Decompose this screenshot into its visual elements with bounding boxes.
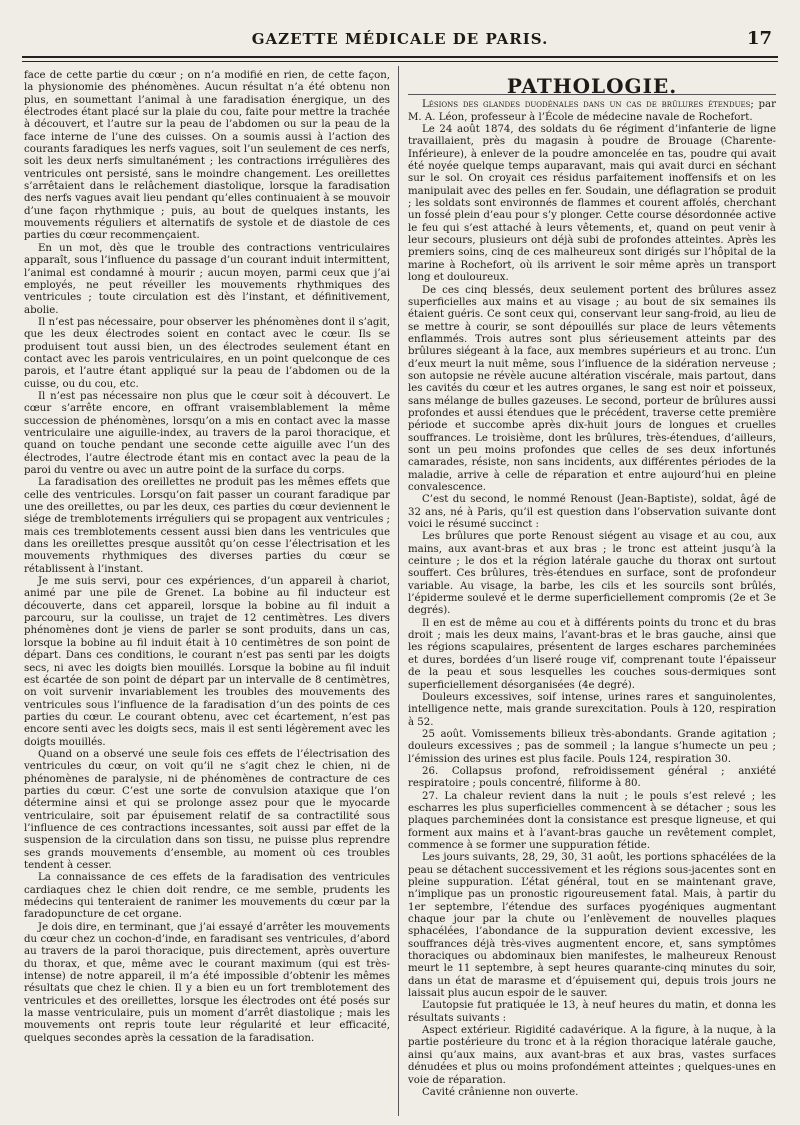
article-title <box>408 99 776 124</box>
right-paragraph: 25 août. Vomissements bilieux très-abondants. Grande agitation ; douleurs excessives ; pas de sommeil ; la langue s’humecte un peu ; l’émission des urines est plus facile. Pouls 124, respiration 30. <box>408 728 776 765</box>
left-paragraph: La connaissance de ces effets de la faradisation des ventricules cardiaques chez le chien doit rendre, ce me semble, prudents les médecins qui tenteraient de ranimer les mouvements du cœur par la faradopuncture de cet organe. <box>24 872 390 921</box>
right-paragraph: Les brûlures que porte Renoust siégent au visage et au cou, aux mains, aux avant-bras et aux bras ; le tronc est atteint jusqu’à la ceinture ; le dos et la région latérale gauche du thorax ont surtout souffert. Ces brûlures, très-étendues en surface, sont de profondeur variable. Au visage, la barbe, les cils et les sourcils sont brûlés, l’épiderme soulevé et le derme superficiellement compromis (2e et 3e degrés). <box>408 531 776 617</box>
page-number: 17 <box>746 28 772 49</box>
right-paragraph: Aspect extérieur. Rigidité cadavérique. A la figure, à la nuque, à la partie postérieure du tronc et à la région thoracique latérale gauche, ainsi qu’aux mains, aux avant-bras et aux bras, vastes surfaces dénudées et plus ou moins profondément atteintes ; quelques-unes en voie de réparation. <box>408 1025 776 1086</box>
right-paragraph: Cavité crânienne non ouverte. <box>422 1086 579 1098</box>
left-paragraph: Je me suis servi, pour ces expériences, d’un appareil à chariot, animé par une pile de Grenet. La bobine au fil inducteur est découverte, dans cet appareil, lorsque la bobine au fil induit a parcouru, sur la coulisse, un trajet de 12 centimètres. Les divers phénomènes dont je viens de parler se sont produits, dans un cas, lorsque la bobine au fil induit était à 10 centimètres de son point de départ. Dans ces conditions, le courant n’est pas senti par les doigts secs, ni avec les doigts bien mouillés. Lorsque la bobine au fil induit est écartée de son point de départ par un intervalle de 8 centimètres, on voit survenir invariablement les troubles des mouvements des ventricules sous l’influence de la faradisation d’un des points de ces parties du cœur. Le courant obtenu, avec cet écartement, n’est pas encore senti avec les doigts secs, mais il est senti légèrement avec les doigts mouillés. <box>24 576 390 748</box>
left-paragraph: Il n’est pas nécessaire non plus que le cœur soit à découvert. Le cœur s’arrête encore, en offrant vraisemblablement la même succession de phénomènes, lorsqu’on a mis en contact avec la masse ventriculaire une aiguille-index, au travers de la paroi thoracique, et quand on touche pendant une seconde cette aiguille avec l’un des électrodes, l’autre électrode étant mis en contact avec la peau de la paroi du ventre ou avec un autre point de la surface du corps. <box>24 390 390 476</box>
right-paragraph: Il en est de même au cou et à différents points du tronc et du bras droit ; mais les deux mains, l’avant-bras et le bras gauche, ainsi que les régions scapulaires, présentent de larges eschares parcheminées et dures, bordées d’un liseré rouge vif, comprenant toute l’épaisseur de la peau et sous lesquelles les couches sous-dermiques sont superficiellement désorganisées (4e degré). <box>408 617 776 691</box>
section-heading: PATHOLOGIE. <box>408 80 776 95</box>
right-column <box>408 70 776 1120</box>
right-paragraph: Les jours suivants, 28, 29, 30, 31 août, les portions sphacélées de la peau se détachent successivement et les régions sous-jacentes sont en pleine suppuration. L’état général, tout en se maintenant grave, n’implique pas un pronostic rigoureusement fatal. Mais, à partir du 1er septembre, l’étendue des surfaces pyogéniques augmentant chaque jour par la chute ou l’enlèvement de nouvelles plaques sphacélées, l’abondance de la suppuration devient excessive, les souffrances déjà très-vives augmentent encore, et, sans symptômes thoraciques ou abdominaux bien manifestes, le malheureux Renoust meurt le 11 septembre, à sept heures quarante-cinq minutes du soir, dans un état de marasme et d’épuisement qui, depuis trois jours ne laissait plus aucun espoir de le sauver. <box>408 852 776 1000</box>
header-rule <box>22 56 778 58</box>
right-paragraph: De ces cinq blessés, deux seulement portent des brûlures assez superficielles aux mains et au visage ; au bout de six semaines ils étaient guéris. Ce sont ceux qui, conservant leur sang-froid, au lieu de se mettre à courir, se sont dépouillés sur place de leurs vêtements enflammés. Trois autres sont plus sérieusement atteints par des brûlures siégeant à la face, aux membres supérieurs et au tronc. L’un d’eux meurt la nuit même, sous l’influence de la sidération nerveuse ; son autopsie ne révèle aucune altération viscérale, mais partout, dans les cavités du cœur et les autres organes, le sang est noir et poisseux, sans mélange de bulles gazeuses. Le second, porteur de brûlures aussi profondes et aussi étendues que le précédent, traverse cette première période et succombe après dix-huit jours de longues et cruelles souffrances. Le troisième, dont les brûlures, très-étendues, d’ailleurs, sont un peu moins profondes que celles de ses deux infortunés camarades, résiste, non sans incidents, aux différentes périodes de la maladie, arrive à celle de réparation et entre aujourd’hui en pleine convalescence. <box>408 284 776 493</box>
right-paragraph: C’est du second, le nommé Renoust (Jean-Baptiste), soldat, âgé de 32 ans, né à Paris, qu’il est question dans l’observation suivante dont voici le résumé succinct : <box>408 494 776 531</box>
left-paragraph: face de cette partie du cœur ; on n’a modifié en rien, de cette façon, la physionomie des phénomènes. Aucun résultat n’a été obtenu non plus, en soumettant l’animal à une faradisation énergique, un des électrodes étant placé sur la plaie du cou, faite pour mettre la trachée à découvert, et l’autre sur la peau de l’abdomen ou sur la peau de la face interne de l’une des cuisses. On a soumis aussi à l’action des courants faradiques les nerfs vagues, soit l’un seulement de ces nerfs, soit les deux nerfs simultanément ; les contractions irrégulières des ventricules ont persisté, sans le moindre changement. Les oreillettes s’arrêtaient dans le relâchement diastolique, lorsque la faradisation des nerfs vagues avait lieu pendant qu’elles continuaient à se mouvoir d’une façon rhythmique ; puis, au bout de quelques instants, les mouvements réguliers et alternatifs de systole et de diastole de ces parties du cœur recommençaient. <box>24 70 390 242</box>
article-author: ; par M. A. Léon, professeur à l’École de médecine navale de Rochefort. <box>408 99 776 123</box>
column-divider <box>398 66 399 1116</box>
left-paragraph: Quand on a observé une seule fois ces effets de l’électrisation des ventricules du cœur, on voit qu’il ne s’agit chez le chien, ni de phénomènes de paralysie, ni de phénomènes de contracture de ces parties du cœur. C’est une sorte de convulsion ataxique que l’on détermine ainsi et qui se prolonge assez pour que le myocarde ventriculaire, soit par épuisement relatif de sa contractilité sous l’influence de ces contractions incessantes, soit aussi par effet de la suspension de la circulation dans son tissu, ne puisse plus reprendre ses grands mouvements d’ensemble, au moment où ces troubles tendent à cesser. <box>24 748 390 871</box>
journal-title: GAZETTE MÉDICALE DE PARIS. <box>251 30 549 48</box>
header-rule-thin <box>22 61 778 62</box>
left-paragraph: Il n’est pas nécessaire, pour observer les phénomènes dont il s’agit, que les deux électrodes soient en contact avec le cœur. Ils se produisent tout aussi bien, un des électrodes seulement étant en contact avec les parois ventriculaires, en un point quelconque de ces parois, et l’autre étant appliqué sur la peau de l’abdomen ou de la cuisse, ou du cou, etc. <box>24 316 390 390</box>
left-paragraph: Je dois dire, en terminant, que j’ai essayé d’arrêter les mouvements du cœur chez un cochon-d’inde, en faradisant ses ventricules, d’abord au travers de la paroi thoracique, puis directement, après ouverture du thorax, et que, même avec le courant maximum (qui est très-intense) de notre appareil, il m’a été impossible d’obtenir les mêmes résultats que chez le chien. Il y a bien eu un fort tremblotement des ventricules et des oreillettes, lorsque les électrodes ont été posés sur la masse ventriculaire, puis un moment d’arrêt diastolique ; mais les mouvements ont repris toute leur régularité et leur efficacité, quelques secondes après la cessation de la faradisation. <box>24 921 390 1044</box>
right-paragraph: 27. La chaleur revient dans la nuit ; le pouls s’est relevé ; les escharres les plus superficielles commencent à se détacher ; sous les plaques parcheminées dont la consistance est presque ligneuse, et qui forment aux mains et à l’avant-bras gauche un revêtement complet, commence à se former une suppuration fétide. <box>408 790 776 851</box>
right-paragraph: Douleurs excessives, soif intense, urines rares et sanguinolentes, intelligence nette, mais grande surexcitation. Pouls à 120, respiration à 52. <box>408 691 776 728</box>
left-paragraph: La faradisation des oreillettes ne produit pas les mêmes effets que celle des ventricules. Lorsqu’on fait passer un courant faradique par une des oreillettes, ou par les deux, ces parties du cœur deviennent le siége de tremblotements irréguliers qui se propagent aux ventricules ; mais ces tremblotements cessent aussi bien dans les ventricules que dans les oreillettes presque aussitôt qu’on cesse l’électrisation et les mouvements rhythmiques des diverses parties du cœur se rétablissent à l’instant. <box>24 477 390 575</box>
right-paragraph: Le 24 août 1874, des soldats du 6e régiment d’infanterie de ligne travaillaient, près du magasin à poudre de Brouage (Charente-Inférieure), à enlever de la poudre amoncelée en tas, poudre qui avait été noyée quelque temps auparavant, mais qui avait durci en séchant sur le sol. On croyait ces résidus parfaitement inoffensifs et on les manipulait avec des pelles en fer. Soudain, une déflagration se produit ; les soldats sont environnés de flammes et courent affolés, cherchant un fossé plein d’eau pour s’y plonger. Cette course désordonnée active le feu qui s’est attaché à leurs vêtements, et, quand on peut venir à leur secours, plusieurs ont déjà subi de profondes atteintes. Après les premiers soins, cinq de ces malheureux sont dirigés sur l’hôpital de la marine à Rochefort, où ils arrivent le soir même après un transport long et douloureux. <box>408 124 776 284</box>
article-title-text: Lésions des glandes duodénales dans un cas de brûlures étendues <box>422 99 751 111</box>
right-paragraph: L’autopsie fut pratiquée le 13, à neuf heures du matin, et donna les résultats suivants : <box>408 1000 776 1024</box>
page-header <box>22 30 778 56</box>
left-paragraph: En un mot, dès que le trouble des contractions ventriculaires apparaît, sous l’influence du passage d’un courant induit intermittent, l’animal est condamné à mourir ; aucun moyen, parmi ceux que j’ai employés, ne peut réveiller les mouvements rhythmiques des ventricules ; toute circulation est dès l’instant, et définitivement, abolie. <box>24 242 390 316</box>
right-paragraph: 26. Collapsus profond, refroidissement général ; anxiété respiratoire ; pouls concentré, filiforme à 80. <box>408 765 776 790</box>
left-column <box>24 70 390 1120</box>
